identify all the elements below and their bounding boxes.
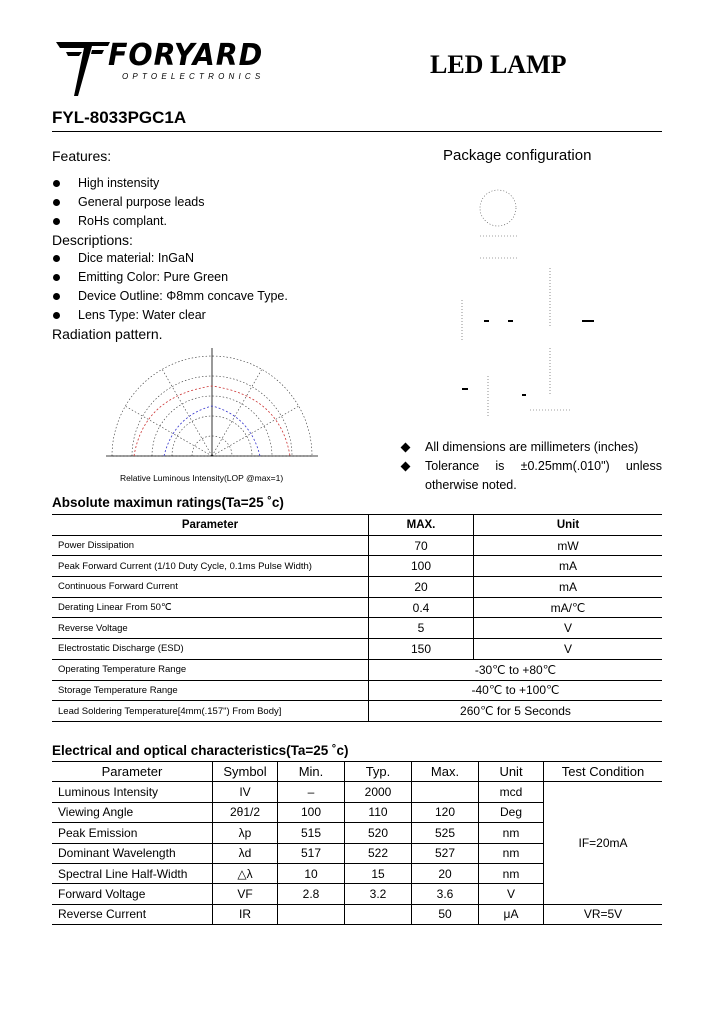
foryard-logo-icon	[52, 38, 114, 100]
package-drawing	[440, 180, 620, 420]
radiation-caption: Relative Luminous Intensity(LOP @max=1)	[120, 473, 284, 483]
test-condition-cell: IF=20mA	[544, 782, 663, 904]
package-notes	[400, 438, 662, 495]
bullet-icon	[53, 312, 60, 319]
table-row: Continuous Forward Current 20 mA	[52, 577, 662, 598]
list-item: Dice material: InGaN	[52, 249, 288, 268]
table-row: Reverse Voltage 5 V	[52, 618, 662, 639]
abs-ratings-title: Absolute maximun ratings(Ta=25 ˚c)	[52, 495, 284, 510]
bullet-icon	[53, 199, 60, 206]
brand-name: FORYARD	[108, 38, 264, 73]
column-header: Test Condition	[544, 762, 663, 782]
brand-subtitle: OPTOELECTRONICS	[122, 72, 265, 81]
document-title: LED LAMP	[430, 50, 567, 79]
table-row: Operating Temperature Range -30℃ to +80℃	[52, 659, 662, 680]
column-header: Parameter	[52, 515, 369, 536]
table-row: Spectral Line Half-Width △λ 10 15 20 nm	[52, 863, 662, 883]
column-header: Min.	[278, 762, 345, 782]
table-row: Reverse Current IR 50 μA VR=5V	[52, 904, 662, 924]
features-heading: Features:	[52, 148, 112, 164]
test-condition-cell: VR=5V	[544, 904, 663, 924]
column-header: Typ.	[345, 762, 412, 782]
list-item: RoHs complant.	[52, 212, 204, 231]
diamond-bullet-icon	[401, 443, 411, 453]
table-header-row	[52, 515, 662, 536]
list-item: Device Outline: Φ8mm concave Type.	[52, 287, 288, 306]
table-row: Lead Soldering Temperature[4mm(.157") From Body] 260℃ for 5 Seconds	[52, 701, 662, 722]
table-row: Forward Voltage VF 2.8 3.2 3.6 V	[52, 884, 662, 904]
header-divider	[52, 131, 662, 132]
table-header-row	[52, 762, 662, 782]
bullet-icon	[53, 255, 60, 262]
radiation-pattern-diagram	[104, 346, 320, 468]
electrical-table	[52, 761, 662, 925]
column-header: Unit	[479, 762, 544, 782]
column-header: Parameter	[52, 762, 213, 782]
package-heading: Package configuration	[443, 147, 592, 164]
list-item: Lens Type: Water clear	[52, 306, 288, 325]
list-item: All dimensions are millimeters (inches)	[400, 438, 662, 457]
table-row: Power Dissipation 70 mW	[52, 535, 662, 556]
table-row: Viewing Angle 2θ1/2 100 110 120 Deg	[52, 802, 662, 822]
column-header: Symbol	[213, 762, 278, 782]
bullet-icon	[53, 274, 60, 281]
part-number: FYL-8033PGC1A	[52, 108, 187, 127]
table-row: Dominant Wavelength λd 517 522 527 nm	[52, 843, 662, 863]
bullet-icon	[53, 293, 60, 300]
table-row: Peak Forward Current (1/10 Duty Cycle, 0.1ms Pulse Width) 100 mA	[52, 556, 662, 577]
descriptions-heading: Descriptions:	[52, 232, 133, 248]
bullet-icon	[53, 218, 60, 225]
column-header: Unit	[474, 515, 663, 536]
abs-ratings-table	[52, 514, 662, 722]
list-item: Emitting Color: Pure Green	[52, 268, 288, 287]
list-item: High instensity	[52, 174, 204, 193]
list-item: General purpose leads	[52, 193, 204, 212]
list-item: Tolerance is ±0.25mm(.010") unless otherwise noted.	[400, 457, 662, 495]
diamond-bullet-icon	[401, 462, 411, 472]
radiation-heading: Radiation pattern.	[52, 326, 163, 342]
features-list	[52, 174, 204, 231]
electrical-title: Electrical and optical characteristics(Ta=25 ˚c)	[52, 743, 349, 758]
table-row: Electrostatic Discharge (ESD) 150 V	[52, 639, 662, 660]
bullet-icon	[53, 180, 60, 187]
table-row: Storage Temperature Range -40℃ to +100℃	[52, 680, 662, 701]
table-row: Derating Linear From 50℃ 0.4 mA/℃	[52, 597, 662, 618]
table-row: Peak Emission λp 515 520 525 nm	[52, 823, 662, 843]
table-row: Luminous Intensity IV – 2000 mcd IF=20mA	[52, 782, 662, 802]
descriptions-list	[52, 249, 288, 325]
column-header: MAX.	[369, 515, 474, 536]
column-header: Max.	[412, 762, 479, 782]
